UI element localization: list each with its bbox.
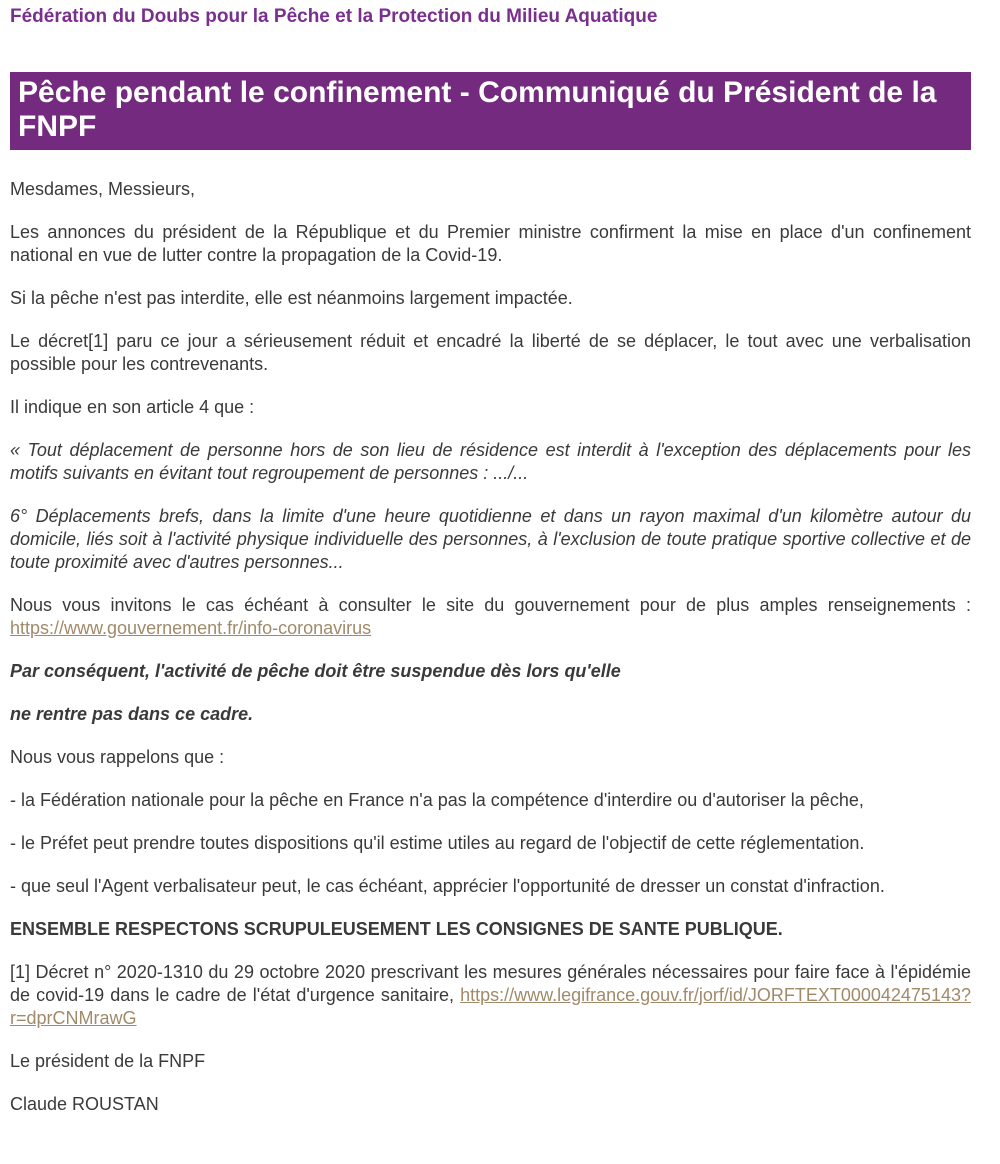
quote-article-4: « Tout déplacement de personne hors de son lieu de résidence est interdit à l'exception des déplacements pour les motifs suivants en évitant tout regroupement de personnes : .../... <box>10 440 971 483</box>
footnote-text: [1] Décret n° 2020-1310 du 29 octobre 2020 prescrivant les mesures générales nécessaires pour faire face à l'épidémie de covid-19 dans le cadre de l'état d'urgence sanitaire, <box>10 962 971 1005</box>
list-item: - que seul l'Agent verbalisateur peut, le cas échéant, apprécier l'opportunité de dresser un constat d'infraction. <box>10 876 885 896</box>
caps-statement: ENSEMBLE RESPECTONS SCRUPULEUSEMENT LES CONSIGNES DE SANTE PUBLIQUE. <box>10 919 783 939</box>
government-site-text: Nous vous invitons le cas échéant à consulter le site du gouvernement pour de plus amples renseignements : <box>10 595 971 615</box>
emphasis-line-1: Par conséquent, l'activité de pêche doit être suspendue dès lors qu'elle <box>10 661 621 681</box>
quote-item-6: 6° Déplacements brefs, dans la limite d'une heure quotidienne et dans un rayon maximal d'un kilomètre autour du domicile, liés soit à l'activité physique individuelle des personnes, à l'exclusion de toute pratique sportive collective et de toute proximité avec d'autres personnes... <box>10 506 971 572</box>
paragraph-impact: Si la pêche n'est pas interdite, elle est néanmoins largement impactée. <box>10 288 573 308</box>
paragraph-announcement: Les annonces du président de la République et du Premier ministre confirment la mise en place d'un confinement national en vue de lutter contre la propagation de la Covid-19. <box>10 222 971 265</box>
paragraph-government-site <box>10 594 971 640</box>
legifrance-link[interactable]: https://www.legifrance.gouv.fr/jorf/id/JORFTEXT000042475143?r=dprCNMrawG <box>10 985 971 1028</box>
organization-name: Fédération du Doubs pour la Pêche et la Protection du Milieu Aquatique <box>10 6 658 27</box>
government-site-link[interactable]: https://www.gouvernement.fr/info-coronavirus <box>10 618 372 638</box>
message-body <box>10 178 971 1136</box>
paragraph-article: Il indique en son article 4 que : <box>10 397 255 417</box>
list-item: - le Préfet peut prendre toutes dispositions qu'il estime utiles au regard de l'objectif de cette réglementation. <box>10 833 865 853</box>
signature-role: Le président de la FNPF <box>10 1051 206 1071</box>
signature-name: Claude ROUSTAN <box>10 1094 159 1114</box>
list-item: - la Fédération nationale pour la pêche en France n'a pas la compétence d'interdire ou d'autoriser la pêche, <box>10 790 864 810</box>
page-title: Pêche pendant le confinement - Communiqué du Président de la FNPF <box>10 72 971 150</box>
footnote <box>10 961 971 1030</box>
greeting: Mesdames, Messieurs, <box>10 179 196 199</box>
emphasis-line-2: ne rentre pas dans ce cadre. <box>10 704 254 724</box>
paragraph-decree: Le décret[1] paru ce jour a sérieusement réduit et encadré la liberté de se déplacer, le tout avec une verbalisation possible pour les contrevenants. <box>10 331 971 374</box>
paragraph-reminder: Nous vous rappelons que : <box>10 747 225 767</box>
